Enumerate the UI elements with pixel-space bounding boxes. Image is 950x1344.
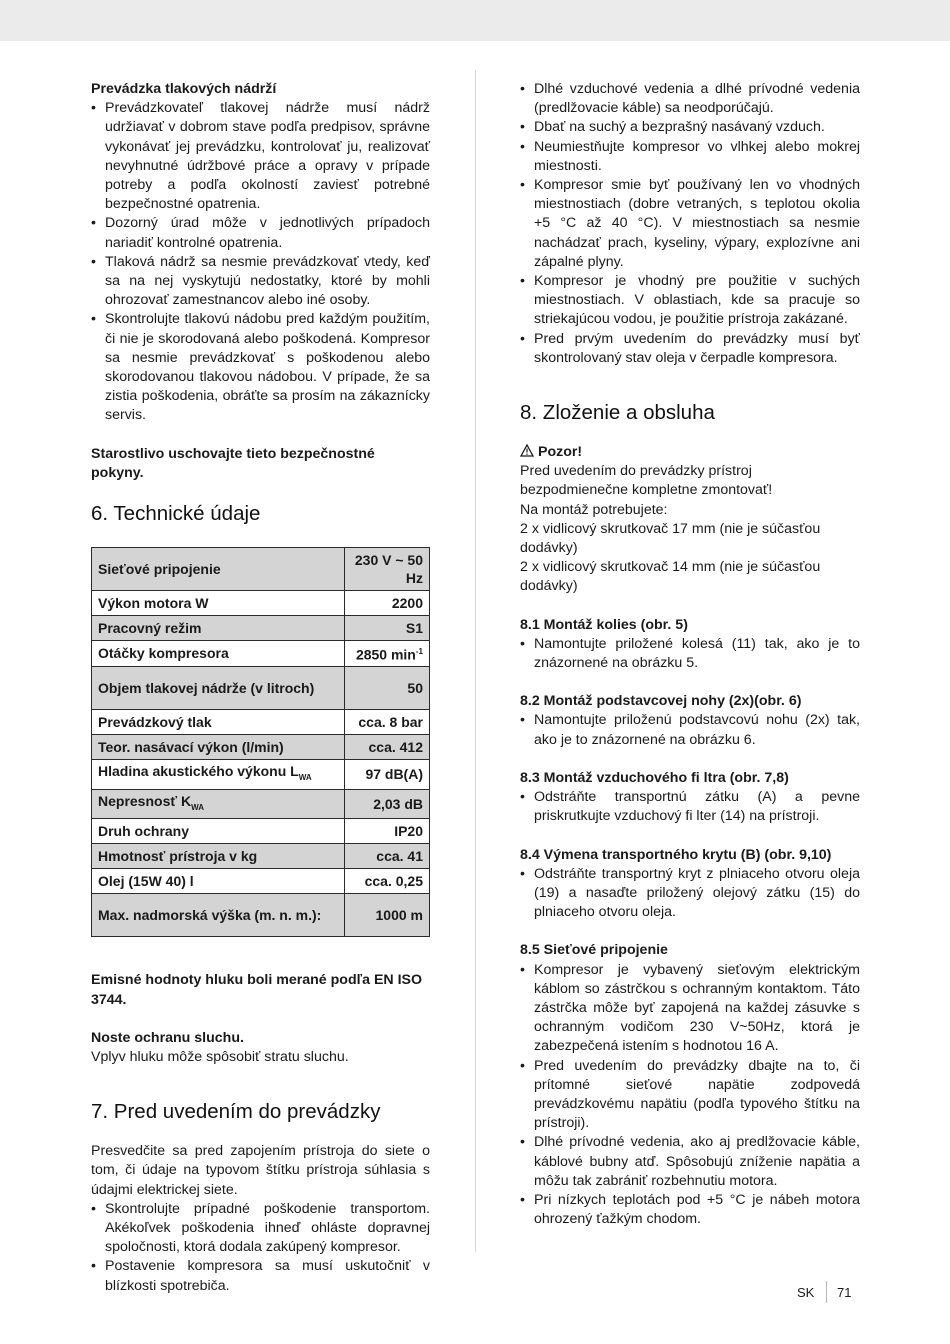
table-row [92,759,430,789]
warning-triangle-icon [520,444,534,457]
footer-separator [826,1281,827,1303]
section-heading: 8.5 Sieťové pripojenie [520,942,668,959]
emission-note: Emisné hodnoty hluku boli merané podľa EN ISO 3744. [91,972,423,1008]
section-list [520,635,860,673]
list-item: • Pred uvedením do prevádzky dbajte na to, či prítomné sieťové napätie zodpovedá prevádzkovému napätiu (podľa typového štítku na prístroji). [520,1057,860,1134]
language-code: SK [797,1285,815,1300]
list-item: • Dbať na suchý a bezprašný nasávaný vzduch. [520,118,860,137]
list-item: • Dlhé prívodné vedenia, ako aj predlžovacie káble, káblové bubny atď. Spôsobujú zníženie napätia a môžu tak zabrániť rozbehnutiu motora. [520,1133,860,1191]
spec-label: Teor. nasávací výkon (l/min) [92,734,345,759]
page-number: 71 [837,1285,852,1300]
column-divider [475,70,476,1252]
spec-label: Otáčky kompresora [92,641,345,667]
table-row [92,548,430,591]
warning-line: Na montáž potrebujete: [520,501,668,518]
top-band [0,0,950,41]
table-row [92,666,430,709]
spec-value [345,641,430,667]
tanks-list [91,99,430,425]
spec-label-sub: WA [298,772,312,782]
spec-value-sup: -1 [415,647,423,657]
list-item: • Postavenie kompresora sa musí uskutočniť v blízkosti spotrebiča. [91,1257,430,1295]
list-item: • Pri nízkych teplotách pod +5 °C je nábeh motora ohrozený ťažkým chodom. [520,1191,860,1229]
table-row [92,894,430,937]
table-row [92,591,430,616]
environment-list [520,80,860,368]
spec-label-sub: WA [191,802,204,812]
prestart-intro: Presvedčite sa pred zapojením prístroja do siete o tom, či údaje na typovom štítku prístroja súhlasia s údajmi elektrickej siete. [91,1143,430,1198]
list-item: • Tlaková nádrž sa nesmie prevádzkovať vtedy, keď sa na nej vyskytujú nedostatky, ktoré by mohli ohrozovať zamestnancov alebo iné osoby. [91,253,430,311]
tech-heading: 6. Technické údaje [91,502,261,526]
table-row [92,734,430,759]
list-item: • Dlhé vzduchové vedenia a dlhé prívodné vedenia (predlžovacie káble) sa neodporúčajú. [520,80,860,118]
spec-label: Výkon motora W [92,591,345,616]
warning-label: Pozor! [538,444,583,461]
spec-label: Olej (15W 40) l [92,869,345,894]
spec-label: Hmotnosť prístroja v kg [92,844,345,869]
table-row [92,819,430,844]
table-row [92,616,430,641]
section-list [520,865,860,923]
list-item: • Skontrolujte prípadné poškodenie transportom. Akékoľvek poškodenia ihneď ohláste dopravnej spoločnosti, ktorá dodala zakúpený kompresor. [91,1200,430,1258]
spec-value: cca. 0,25 [345,869,430,894]
hearing-heading: Noste ochranu sluchu. [91,1029,244,1046]
list-item: • Namontujte priloženú podstavcovú nohu (2x) tak, ako je to znázornené na obrázku 6. [520,711,860,749]
list-item: • Kompresor je vybavený sieťovým elektrickým káblom so zástrčkou s ochranným kontaktom. Táto zástrčka môže byť zapojená na každej zásuvke s ochranným vodičom 230 V~50Hz, ktorá je zabezpečená istením s hodnotou 16 A. [520,961,860,1057]
list-item: • Skontrolujte tlakovú nádobu pred každým použitím, či nie je skorodovaná alebo poškodená. Kompresor sa nesmie prevádzkovať s poškodenou alebo skorodovanou tlakovou nádobou. V prípade, že sa zistia poškodenia, obráťte sa prosím na zákaznícky servis. [91,310,430,425]
spec-label: Objem tlakovej nádrže (v litroch) [92,666,345,709]
spec-value: S1 [345,616,430,641]
spec-label: Druh ochrany [92,819,345,844]
table-row [92,789,430,819]
spec-value: 50 [345,666,430,709]
table-row [92,869,430,894]
spec-label-text: Nepresnosť K [98,792,192,809]
section-list [520,788,860,826]
section-list [520,711,860,749]
section-heading: 8.2 Montáž podstavcovej nohy (2x)(obr. 6) [520,693,802,710]
list-item: • Kompresor smie byť používaný len vo vhodných miestnostiach (dobre vetraných, s teplotou okolia +5 °C až 40 °C). V miestnostiach sa nesmie nachádzať prach, kyseliny, výpary, explozívne ani zápalné plyny. [520,176,860,272]
spec-value: 97 dB(A) [345,759,430,789]
spec-value: 230 V ~ 50 Hz [345,548,430,591]
spec-value: cca. 8 bar [345,709,430,734]
warning-line: 2 x vidlicový skrutkovač 17 mm (nie je súčasťou dodávky) [520,520,821,557]
table-row [92,641,430,667]
spec-label: Pracovný režim [92,616,345,641]
list-item: • Namontujte priložené kolesá (11) tak, ako je to znázornené na obrázku 5. [520,635,860,673]
left-column [91,80,430,1296]
prestart-list [91,1200,430,1296]
warning-line: Pred uvedením do prevádzky prístroj bezpodmienečne kompletne zmontovať! [520,463,773,499]
page-footer [797,1283,852,1302]
spec-value: cca. 412 [345,734,430,759]
section-heading: 8.4 Výmena transportného krytu (B) (obr. 9,10) [520,846,832,863]
right-column [520,80,860,1229]
section-heading: 8.3 Montáž vzduchového fi ltra (obr. 7,8) [520,769,789,786]
list-item: • Kompresor je vhodný pre použitie v suchých miestnostiach. V oblastiach, kde sa pracuje so striekajúcou vodou, je použitie prístroja zakázané. [520,272,860,330]
assembly-heading: 8. Zloženie a obsluha [520,401,715,425]
list-item: • Neumiestňujte kompresor vo vlhkej alebo mokrej miestnosti. [520,138,860,176]
list-item: • Odstráňte transportnú zátku (A) a pevne priskrutkujte vzduchový fi lter (14) na prístroji. [520,788,860,826]
spec-label [92,789,345,819]
warning-line: 2 x vidlicový skrutkovač 14 mm (nie je súčasťou dodávky) [520,559,821,595]
warning-heading [520,443,860,462]
spec-label: Prevádzkový tlak [92,709,345,734]
tanks-heading: Prevádzka tlakových nádrží [91,81,277,97]
prestart-heading: 7. Pred uvedením do prevádzky [91,1100,381,1124]
spec-label [92,759,345,789]
spec-value: cca. 41 [345,844,430,869]
spec-label-text: Hladina akustického výkonu L [98,762,299,779]
section-list [520,961,860,1230]
list-item: • Pred prvým uvedením do prevádzky musí byť skontrolovaný stav oleja v čerpadle kompresora. [520,330,860,368]
hearing-text: Vplyv hluku môže spôsobiť stratu sluchu. [91,1048,349,1065]
table-row [92,844,430,869]
section-heading: 8.1 Montáž kolies (obr. 5) [520,616,688,633]
spec-value-text: 2850 min [355,646,416,663]
list-item: • Prevádzkovateľ tlakovej nádrže musí nádrž udržiavať v dobrom stave podľa predpisov, správne vykonávať jej prevádzku, kontrolovať ju, realizovať nevyhnutné údržbové práce a opravy v prípade potreby a podľa okolností zaviesť potrebné bezpečnostné opatrenia. [91,99,430,214]
table-row [92,709,430,734]
spec-value: 1000 m [345,894,430,937]
spec-value: 2200 [345,591,430,616]
list-item: • Dozorný úrad môže v jednotlivých prípadoch nariadiť kontrolné opatrenia. [91,214,430,252]
spec-value: IP20 [345,819,430,844]
spec-label: Max. nadmorská výška (m. n. m.): [92,894,345,937]
list-item: • Odstráňte transportný kryt z plniaceho otvoru oleja (19) a nasaďte priložený olejový zátku (15) do plniaceho otvoru oleja. [520,865,860,923]
spec-table [91,547,430,937]
spec-value: 2,03 dB [345,789,430,819]
spec-label: Sieťové pripojenie [92,548,345,591]
keep-note: Starostlivo uschovajte tieto bezpečnostné pokyny. [91,445,375,481]
